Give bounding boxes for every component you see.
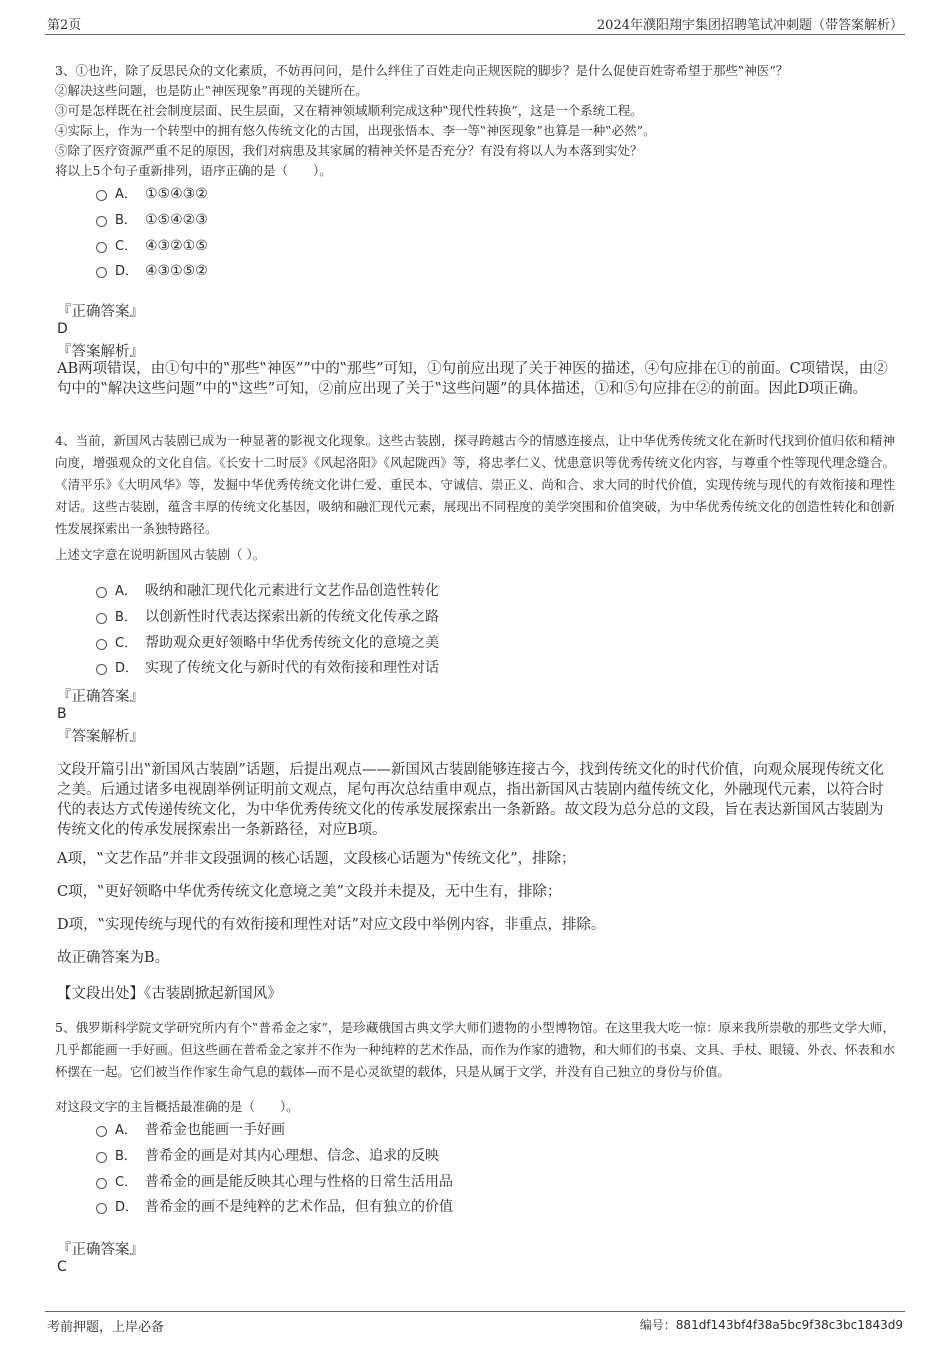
radio-icon[interactable] bbox=[96, 1126, 107, 1137]
q3-line-4: ④实际上，作为一个转型中的拥有悠久传统文化的古国，出现张悟本、李一等‟神医现象”也算是一种‟必然”。 bbox=[55, 123, 656, 138]
q4-analysis-label: 『答案解析』 bbox=[57, 729, 144, 745]
q3-question: 将以上5个句子重新排列，语序正确的是（ ）。 bbox=[55, 163, 332, 178]
q3-answer-label: 『正确答案』 bbox=[57, 304, 144, 320]
page-header bbox=[45, 12, 905, 35]
radio-icon[interactable] bbox=[96, 1178, 107, 1189]
q4-analysis-main: 文段开篇引出‟新国风古装剧”话题，后提出观点——新国风古装剧能够连接古今，找到传统文化的时代价值，向观众展现传统文化之美。后通过诸多电视剧举例证明前文观点，尾句再次总结重申观点，指出新国风古装剧内蕴传统文化，外融现代元素，以符合时代的表达方式传递传统文化，为中华优秀传统文化的传承发展探索出一条新路。故文段为总分总的文段，旨在表达新国风古装剧为传统文化的传承发展探索出一条新路径，对应B项。 bbox=[57, 762, 884, 838]
q3-line-1: 3、①也许，除了反思民众的文化素质，不妨再问问，是什么绊住了百姓走向正规医院的脚步？是什么促使百姓寄希望于那些‟神医”？ bbox=[55, 63, 789, 78]
q5-question: 对这段文字的主旨概括最准确的是（ ）。 bbox=[55, 1099, 299, 1114]
page-number: 第2页 bbox=[47, 18, 82, 33]
q5-option-c[interactable]: C． 普希金的画是能反映其心理与性格的日常生活用品 bbox=[96, 1172, 453, 1193]
q3-answer: D bbox=[57, 321, 68, 337]
radio-icon[interactable] bbox=[96, 613, 107, 624]
q3-option-a[interactable]: A． ①⑤④③② bbox=[96, 184, 208, 205]
radio-icon[interactable] bbox=[96, 1152, 107, 1163]
radio-icon[interactable] bbox=[96, 267, 107, 278]
document-title: 2024年濮阳翔宇集团招聘笔试冲刺题（带答案解析） bbox=[596, 18, 903, 33]
q5-option-d[interactable]: D． 普希金的画不是纯粹的艺术作品，但有独立的价值 bbox=[96, 1197, 453, 1218]
q3-line-2: ②解决这些问题，也是防止‟神医现象”再现的关键所在。 bbox=[55, 83, 368, 98]
q4-option-b[interactable]: B． 以创新性时代表达探索出新的传统文化传承之路 bbox=[96, 607, 439, 628]
q4-option-a[interactable]: A． 吸纳和融汇现代化元素进行文艺作品创造性转化 bbox=[96, 581, 439, 602]
q4-answer: B bbox=[57, 706, 67, 722]
q5-option-b[interactable]: B． 普希金的画是对其内心理想、信念、追求的反映 bbox=[96, 1146, 439, 1167]
q4-source: 【文段出处】《古装剧掀起新国风》 bbox=[57, 986, 282, 1002]
radio-icon[interactable] bbox=[96, 216, 107, 227]
q5-answer: C bbox=[57, 1259, 67, 1275]
q3-option-b[interactable]: B． ①⑤④②③ bbox=[96, 210, 208, 231]
q3-analysis-label: 『答案解析』 bbox=[57, 344, 144, 360]
q4-option-c[interactable]: C． 帮助观众更好领略中华优秀传统文化的意境之美 bbox=[96, 633, 439, 654]
q4-option-d[interactable]: D． 实现了传统文化与新时代的有效衔接和理性对话 bbox=[96, 658, 439, 679]
q3-analysis: AB两项错误，由①句中的‟那些‟神医””中的‟那些”可知，①句前应出现了关于神医的描述，④句应排在①的前面。C项错误，由②句中的‟解决这些问题”中的‟这些”可知，②前应出现了关于‟这些问题”的具体描述，①和⑤句应排在②的前面。因此D项正确。 bbox=[57, 361, 888, 397]
radio-icon[interactable] bbox=[96, 190, 107, 201]
q3-line-5: ⑤除了医疗资源严重不足的原因，我们对病患及其家属的精神关怀是否充分？有没有将以人为本落到实处？ bbox=[55, 143, 643, 158]
q4-question: 上述文字意在说明新国风古装剧（ ）。 bbox=[55, 547, 266, 562]
radio-icon[interactable] bbox=[96, 587, 107, 598]
q4-answer-label: 『正确答案』 bbox=[57, 689, 144, 705]
footer-slogan: 考前押题，上岸必备 bbox=[47, 1320, 165, 1335]
q4-analysis-d: D项，‟实现传统与现代的有效衔接和理性对话”对应文段中举例内容，非重点，排除。 bbox=[57, 917, 606, 933]
q3-option-c[interactable]: C． ④③②①⑤ bbox=[96, 236, 208, 257]
q5-option-a[interactable]: A． 普希金也能画一手好画 bbox=[96, 1120, 285, 1141]
q4-stem: 4、当前，新国风古装剧已成为一种显著的影视文化现象。这些古装剧，探寻跨越古今的情感连接点，让中华优秀传统文化在新时代找到价值归依和精神向度，增强观众的文化自信。《长安十二时辰》《风起洛阳》《风起陇西》等，将忠孝仁义、忧患意识等优秀传统文化内容，与尊重个性等现代理念缝合。《清平乐》《大明风华》等，发掘中华优秀传统文化讲仁爱、重民本、守诚信、崇正义、尚和合、求大同的时代价值，实现传统与现代的有效衔接和理性对话。这些古装剧，蕴含丰厚的传统文化基因，吸纳和融汇现代元素，展现出不同程度的美学突围和价值突破，为中华优秀传统文化的创造性转化和创新性发展探索出一条独特路径。 bbox=[55, 433, 895, 536]
q3-option-d[interactable]: D． ④③①⑤② bbox=[96, 261, 208, 282]
radio-icon[interactable] bbox=[96, 242, 107, 253]
radio-icon[interactable] bbox=[96, 639, 107, 650]
q3-line-3: ③可是怎样既在社会制度层面、民生层面，又在精神领域顺利完成这种‟现代性转换”，这是一个系统工程。 bbox=[55, 103, 643, 118]
q4-conclusion: 故正确答案为B。 bbox=[57, 950, 170, 966]
radio-icon[interactable] bbox=[96, 1203, 107, 1214]
document-id: 编号：881df143bf4f38a5bc9f38c3bc1843d9 bbox=[639, 1318, 903, 1332]
q4-analysis-c: C项，‟更好领略中华优秀传统文化意境之美”文段并未提及，无中生有，排除； bbox=[57, 884, 562, 900]
page-footer bbox=[45, 1311, 905, 1336]
q5-stem: 5、俄罗斯科学院文学研究所内有个‟普希金之家”，是珍藏俄国古典文学大师们遗物的小型博物馆。在这里我大吃一惊：原来我所崇敬的那些文学大师，几乎都能画一手好画。但这些画在普希金之家并不作为一种纯粹的艺术作品，而作为作家的遗物，和大师们的书桌、文具、手杖、眼镜、外衣、怀表和水杯摆在一起。它们被当作作家生命气息的载体—而不是心灵欲望的载体，只是从属于文学，并没有自己独立的身份与价值。 bbox=[55, 1020, 895, 1079]
radio-icon[interactable] bbox=[96, 664, 107, 675]
q5-answer-label: 『正确答案』 bbox=[57, 1242, 144, 1258]
q4-analysis-a: A项，‟文艺作品”并非文段强调的核心话题，文段核心话题为‟传统文化”，排除； bbox=[57, 851, 576, 867]
